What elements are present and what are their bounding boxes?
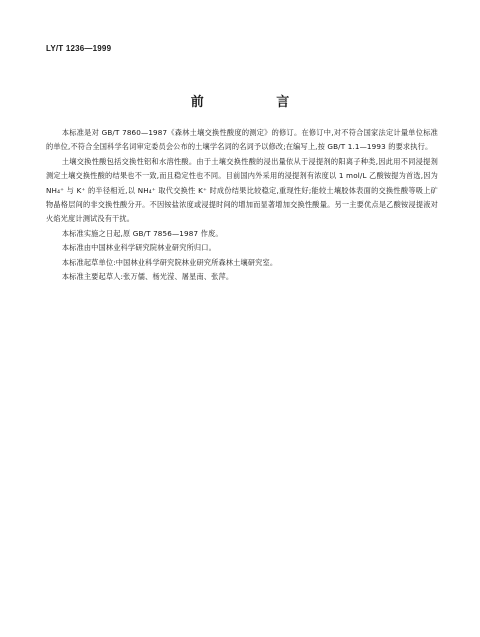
paragraph-revision: 本标准是对 GB/T 7860—1987《森林土壤交换性酸度的测定》的修订。在修订中,对不符合国家法定计量单位标准的单位,不符合全国科学名词审定委员会公布的土壤学名词的名词予以修改;在编写上,按 GB/T 1.1—1993 的要求执行。: [46, 128, 438, 152]
page-title: 前 言: [190, 95, 324, 110]
standard-code: LY/T 1236—1999: [46, 44, 112, 53]
paragraph-proposed-by: 本标准由中国林业科学研究院林业研究所归口。: [61, 243, 216, 253]
paragraph-exchangeable-acidity: 土壤交换性酸包括交换性铝和水溶性酸。由于土壤交换性酸的浸出量依从于浸提剂的阳离子种类,因此用不同浸提剂测定土壤交换性酸的结果也不一致,而且稳定性也不同。目前国内外采用的浸提剂有浓度以 1 mol/L 乙酸铵提为首选,因为 NH₄⁺ 与 K⁺ 的半径相近,以 NH₄⁺ 取代交换性 K⁺ 时成份结果比较稳定,重现性好;能较土壤胶体表面的交换性酸等吸上矿物晶格层间的非交换性酸分开。不因铵盐浓度或浸提时间的增加而显著增加交换性酸量。另一主要优点是乙酸铵浸提液对火焰光度计测试没有干扰。: [46, 156, 438, 224]
paragraph-drafting-unit: 本标准起草单位:中国林业科学研究院林业研究所森林土壤研究室。: [61, 257, 278, 267]
paragraph-drafters: 本标准主要起草人:张万儒、杨光滢、屠星南、张萍。: [61, 272, 234, 282]
document-body: [46, 126, 438, 284]
paragraph-supersedes: 本标准实施之日起,原 GB/T 7856—1987 作废。: [61, 228, 223, 238]
